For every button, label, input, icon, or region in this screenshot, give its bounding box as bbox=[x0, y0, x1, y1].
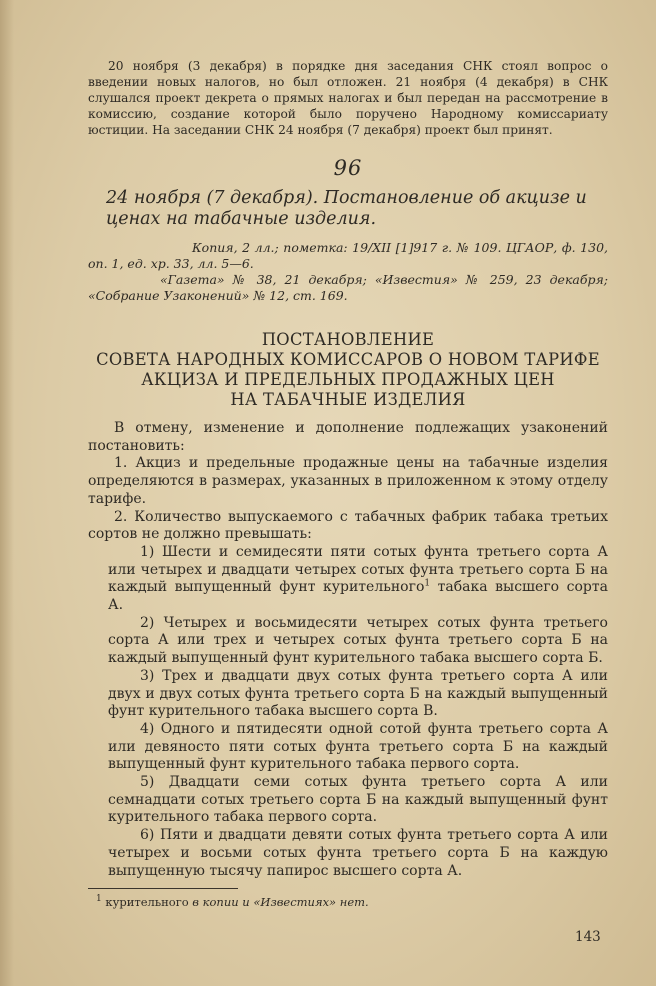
intro-paragraph: 20 ноября (3 декабря) в порядке дня заседания СНК стоял вопрос о введении новых налогов, но был отложен. 21 ноября (4 декабря) в СНК слушался проект декрета о прямых налогах и был передан на рассмотрение в комиссию, создание которой было поручено Народному комиссариату юстиции. На заседании СНК 24 ноября (7 декабря) проект был принят. bbox=[88, 59, 608, 137]
title-line-4: НА ТАБАЧНЫЕ ИЗДЕЛИЯ bbox=[230, 390, 466, 409]
title-line-2: СОВЕТА НАРОДНЫХ КОМИССАРОВ О НОВОМ ТАРИФЕ bbox=[96, 350, 600, 369]
subclause-list bbox=[88, 544, 608, 880]
preamble-paragraph: В отмену, изменение и дополнение подлежащих узаконений постановить: bbox=[88, 420, 608, 454]
subclause-6: 6) Пяти и двадцати девяти сотых фунта третьего сорта А или четырех и восьми сотых фунта третьего сорта Б на каждую выпущенную тысячу папирос высшего сорта А. bbox=[108, 827, 608, 879]
archive-line-copy: Копия, 2 лл.; пометка: 19/XII [1]917 г. № 109. ЦГАОР, ф. 130, оп. 1, ед. хр. 33, лл. 5—6. bbox=[88, 240, 608, 271]
clause-2: 2. Количество выпускаемого с табачных фабрик табака третьих сортов не должно превышать: bbox=[88, 508, 608, 543]
footnote-text: курительного bbox=[101, 895, 193, 910]
archive-line-publications: «Газета» № 38, 21 декабря; «Известия» № 259, 23 декабря; «Собрание Узаконений» № 12, ст. 169. bbox=[88, 272, 608, 303]
archive-reference bbox=[88, 240, 608, 304]
page-gutter-shadow bbox=[0, 0, 14, 986]
page-content bbox=[88, 58, 608, 909]
document-number: 96 bbox=[333, 156, 363, 180]
subclause-2: 2) Четырех и восьмидесяти четырех сотых фунта третьего сорта А или трех и четырех сотых фунта третьего сорта Б на каждый выпущенный фунт курительного табака высшего сорта Б. bbox=[108, 614, 608, 667]
subclause-3: 3) Трех и двадцати двух сотых фунта третьего сорта А или двух и двух сотых фунта третьего сорта Б на каждый выпущенный фунт курительного табака высшего сорта В. bbox=[108, 667, 608, 720]
resolution-body bbox=[88, 420, 608, 880]
subclause-1-end: табака высшего сорта А. bbox=[108, 579, 608, 614]
footnote-mark: 1 bbox=[96, 894, 102, 905]
footnote-ref-mark[interactable]: 1 bbox=[424, 578, 431, 589]
subclause-5: 5) Двадцати семи сотых фунта третьего сорта А или семнадцати сотых третьего сорта Б на каждый выпущенный фунт курительного табака первого сорта. bbox=[108, 774, 608, 826]
subclause-1-text: 1) Шести и семидесяти пяти сотых фунта третьего сорта А или четырех и двадцати четырех сотых фунта третьего сорта Б на каждый выпущенный фунт курительного bbox=[108, 543, 608, 596]
document-heading: 24 ноября (7 декабря). Постановление об акцизе и ценах на табачные изделия. bbox=[106, 188, 587, 229]
subclause-4: 4) Одного и пятидесяти одной сотой фунта третьего сорта А или девяносто пяти сотых фунта третьего сорта Б на каждый выпущенный фунт курительного табака первого сорта. bbox=[108, 720, 608, 773]
title-line-1: ПОСТАНОВЛЕНИЕ bbox=[261, 330, 435, 349]
clause-1: 1. Акциз и предельные продажные цены на табачные изделия определяются в размерах, указанных в приложенном к этому отделу тарифе. bbox=[88, 455, 608, 507]
resolution-title bbox=[88, 330, 608, 410]
footnote-divider bbox=[88, 888, 238, 889]
footnote-italic-text: в копии и «Известиях» нет. bbox=[192, 895, 369, 910]
page-number: 143 bbox=[575, 929, 601, 945]
subclause-1 bbox=[108, 544, 608, 615]
title-line-3: АКЦИЗА И ПРЕДЕЛЬНЫХ ПРОДАЖНЫХ ЦЕН bbox=[141, 370, 555, 389]
footnote bbox=[88, 895, 608, 909]
